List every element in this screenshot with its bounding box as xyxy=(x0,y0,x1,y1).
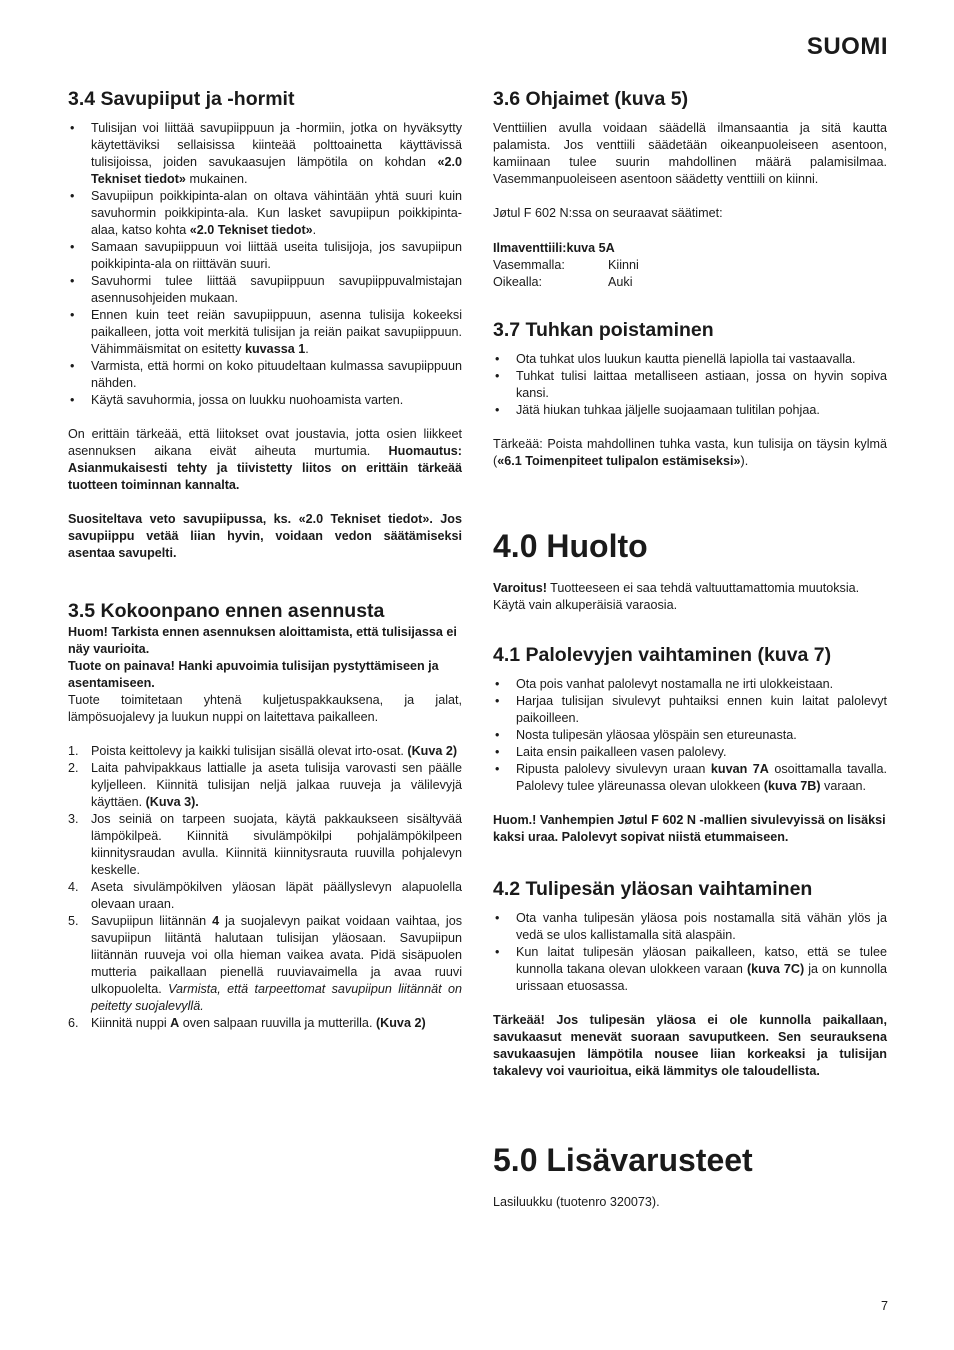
item-bold: 4 xyxy=(212,914,220,928)
control-row xyxy=(493,257,887,274)
item-italic: Varmista, että tarpeettomat savupiipun liitännät on peitetty suojalevyllä. xyxy=(91,982,462,1013)
item-number: 4. xyxy=(68,880,79,894)
warning-text: Huom! Tarkista ennen asennuksen aloittamista, että tulisijassa ei näy vaurioita. xyxy=(68,625,457,656)
item-text: Savuhormi tulee liittää savupiippuun savupiippuvalmistajan asennusohjeiden mukaan. xyxy=(91,274,462,305)
item-text: Laita pahvipakkaus lattialle ja aseta tulisija varovasti sen päälle kyljelleen. Kiinnitä tulisijan neljä jalkaa ruuveja ja välilevyjä käyttäen. xyxy=(91,761,462,809)
important-note: Tärkeää! Jos tulipesän yläosa ei ole kunnolla paikallaan, savukaasut menevät suoraan savuputkeen. Sen seurauksena savukaasujen lämpötila nousee liian korkeaksi ja tulisijan takalevy voi vaurioitua, eikä lämmitys ole taloudellista. xyxy=(493,1013,887,1078)
paragraph-text: Tärkeää: Poista mahdollinen tuhka vasta, kun tulisija on täysin kylmä ( xyxy=(493,437,887,468)
paragraph-text: On erittäin tärkeää, että liitokset ovat joustavia, jotta osien liikkeet asennuksen aikana eivät aiheuta murtumia. xyxy=(68,427,462,458)
list-item xyxy=(68,1015,462,1032)
item-bold: kuvan 7A xyxy=(710,762,769,776)
paragraph: Jøtul F 602 N:ssa on seuraavat säätimet: xyxy=(493,206,723,220)
list-item xyxy=(68,358,462,392)
list-item xyxy=(493,727,887,744)
left-column xyxy=(68,86,462,1032)
paragraph xyxy=(493,436,887,470)
chapter-title: 4.0 Huolto xyxy=(493,528,648,564)
bullet-list xyxy=(68,120,462,409)
list-item xyxy=(493,910,887,944)
paragraph xyxy=(68,426,462,494)
item-text: Poista keittolevy ja kaikki tulisijan sisällä olevat irto-osat. xyxy=(91,744,408,758)
list-item xyxy=(68,273,462,307)
item-bold: (Kuva 2) xyxy=(407,744,458,758)
item-text: Jos seiniä on tarpeen suojata, käytä pakkaukseen sisältyvää lämpökilpeä. Kiinnitä sivulämpökilpi pohjalämpökilpeen kiinnitysraudan avulla. Kiinnitä kiinnitysrauta ruuvilla pohjalevyn keskelle. xyxy=(91,812,462,877)
item-text: Aseta sivulämpökilven yläosan läpät päällyslevyn alapuolella olevaan uraan. xyxy=(91,880,462,911)
control-row xyxy=(493,274,887,291)
control-state: Kiinni xyxy=(608,258,639,272)
paragraph xyxy=(493,580,887,614)
item-number: 6. xyxy=(68,1016,79,1030)
language-label: SUOMI xyxy=(806,33,888,60)
item-bold: A xyxy=(170,1016,180,1030)
numbered-list xyxy=(68,743,462,1032)
bullet-list xyxy=(493,910,887,995)
item-text: mukainen. xyxy=(185,172,248,186)
section-4-1 xyxy=(493,642,887,846)
item-text: Savupiipun poikkipinta-alan on oltava vähintään yhtä suuri kuin savuhormin poikkipinta-ala. Kun lasket savupiipun poikkipinta-alaa, katso kohta xyxy=(91,189,462,237)
list-item xyxy=(68,120,462,188)
section-title: 3.7 Tuhkan poistaminen xyxy=(493,319,714,341)
list-item xyxy=(493,676,887,693)
section-title: 3.5 Kokoonpano ennen asennusta xyxy=(68,600,385,622)
item-text: Harjaa tulisijan sivulevyt puhtaiksi ennen kuin laitat palolevyt paikoilleen. xyxy=(516,694,887,725)
item-bold: (Kuva 2) xyxy=(375,1016,426,1030)
item-text: Tulisijan voi liittää savupiippuun ja -hormiin, jotka on hyväksytty käytettäviksi sellaisissa kiinteää polttoainetta käyttävissä tulisijoissa, joiden savukaasujen lämpötila on kohdan xyxy=(91,121,462,169)
list-item xyxy=(68,743,462,760)
item-number: 2. xyxy=(68,761,79,775)
item-text: Ripusta palolevy sivulevyn uraan xyxy=(516,762,711,776)
bullet-list xyxy=(493,676,887,795)
warning-text: Tuote on painava! Hanki apuvoimia tulisijan pystyttämiseen ja asentamiseen. xyxy=(68,659,439,690)
list-item xyxy=(68,188,462,239)
item-text: varaan. xyxy=(820,779,867,793)
list-item: • Ota tuhkat ulos luukun kautta pienellä lapiolla tai vastaavalla. xyxy=(493,351,887,368)
item-text: ja on kunnolla urissaan etuosassa. xyxy=(516,962,887,993)
item-text: Ota pois vanhat palolevyt nostamalla ne irti ulokkeistaan. xyxy=(516,677,834,691)
paragraph-text: Tuotteeseen ei saa tehdä valtuuttamattomia muutoksia. Käytä vain alkuperäisiä varaosia. xyxy=(493,581,860,612)
list-item xyxy=(493,944,887,995)
section-title: 3.4 Savupiiput ja -hormit xyxy=(68,88,295,110)
item-text: Kiinnitä nuppi xyxy=(91,1016,171,1030)
item-bold: (kuva 7B) xyxy=(763,779,821,793)
item-bold: «2.0 Tekniset tiedot» xyxy=(91,155,462,186)
paragraph-text: ). xyxy=(740,454,749,468)
section-5-0 xyxy=(493,1140,887,1211)
item-bold: (kuva 7C) xyxy=(746,962,805,976)
list-item xyxy=(68,307,462,358)
item-text: Laita ensin paikalleen vasen palolevy. xyxy=(516,745,727,759)
control-position: Vasemmalla: xyxy=(493,258,565,272)
note-text: Huom.! Vanhempien Jøtul F 602 N -mallien sivulevyissä on lisäksi kaksi uraa. Palolevyt sopivat niistä etummaiseen. xyxy=(493,813,886,844)
list-item xyxy=(68,760,462,811)
section-title: 4.1 Palolevyjen vaihtaminen (kuva 7) xyxy=(493,644,832,666)
list-item: • Jätä hiukan tuhkaa jäljelle suojaamaan tulitilan pohjaa. xyxy=(493,402,887,419)
item-text: Kun laitat tulipesän yläosan paikalleen, katso, että se tulee kunnolla takana olevan ulokkeen varaan xyxy=(516,945,887,976)
control-position: Oikealla: xyxy=(493,275,542,289)
item-text: Käytä savuhormia, jossa on luukku nuohoamista varten. xyxy=(91,393,404,407)
list-item xyxy=(68,879,462,913)
paragraph-bold: Huomautus: Asianmukaisesti tehty ja tiivistetty liitos on erittäin tärkeää tuotteen toiminnan kannalta. xyxy=(68,444,462,492)
item-text: Samaan savupiippuun voi liittää useita tulisijoja, jos savupiipun poikkipinta-ala on riittävän suuri. xyxy=(91,240,462,271)
section-3-4 xyxy=(68,86,462,562)
right-column xyxy=(493,86,887,1211)
list-item xyxy=(68,913,462,1015)
list-item xyxy=(68,239,462,273)
item-number: 3. xyxy=(68,812,79,826)
list-item xyxy=(68,811,462,879)
list-item xyxy=(493,693,887,727)
item-number: 1. xyxy=(68,744,79,758)
section-title: 4.2 Tulipesän yläosan vaihtaminen xyxy=(493,878,813,900)
item-bold: kuvassa 1 xyxy=(244,342,306,356)
item-text: Savupiipun liitännän xyxy=(91,914,213,928)
section-3-6 xyxy=(493,86,887,291)
section-4-2 xyxy=(493,876,887,1080)
paragraph: Lasiluukku (tuotenro 320073). xyxy=(493,1195,660,1209)
item-number: 5. xyxy=(68,914,79,928)
item-text: . xyxy=(305,342,309,356)
page-number: 7 xyxy=(880,1299,888,1313)
item-text: ja suojalevyn paikat voidaan vaihtaa, jos savupiipun liitäntä halutaan tulisijan yläosaan. Savupiipun liitännän ruuveja voi olla hieman vaikea avata. Pidä sisäpuolen mutteria paikallaan pienellä ruuviavaimella ja avaa ruuvi ulkopuolelta. xyxy=(91,914,462,996)
item-text: osoittamalla tavalla. Palolevy tulee yläreunassa olevan ulokkeen xyxy=(516,762,887,793)
paragraph: Tuote toimitetaan yhtenä kuljetuspakkauksena, ja jalat, lämpösuojalevy ja luukun nuppi on laitettava paikalleen. xyxy=(68,693,462,724)
section-3-5 xyxy=(68,598,462,1032)
list-item xyxy=(493,744,887,761)
item-text: Nosta tulipesän yläosaa ylöspäin sen etureunasta. xyxy=(516,728,797,742)
control-state: Auki xyxy=(608,275,633,289)
paragraph: Venttiilien avulla voidaan säädellä ilmansaantia ja sitä kautta palamista. Jos venttiili säädetään oikeanpuoleiseen asentoon, kamiinaan tulee suurin mahdollinen määrä palamisilmaa. Vasemmanpuoleiseen asentoon säädetty venttiili on kiinni. xyxy=(493,121,887,186)
item-bold: (Kuva 3). xyxy=(145,795,199,809)
paragraph-bold: Suositeltava veto savupiipussa, ks. «2.0 Tekniset tiedot». Jos savupiippu vetää liian hyvin, voidaan vedon säätämiseksi asentaa savupelti. xyxy=(68,512,462,560)
item-bold: «2.0 Tekniset tiedot» xyxy=(189,223,313,237)
list-item xyxy=(68,392,462,409)
item-text: Ennen kuin teet reiän savupiippuun, asenna tulisija kokeeksi paikalleen, jotta voit merkitä tulisijan ja reiän paikat savupiippuun. Vähimmäismitat on esitetty xyxy=(91,308,462,356)
bullet-list xyxy=(493,351,887,419)
paragraph-bold: «6.1 Toimenpiteet tulipalon estämiseksi» xyxy=(497,454,741,468)
warning-label: Varoitus! xyxy=(493,581,547,595)
list-item: • Tuhkat tulisi laittaa metalliseen astiaan, jossa on hyvin sopiva kansi. xyxy=(493,368,887,402)
item-text: oven salpaan ruuvilla ja mutterilla. xyxy=(179,1016,376,1030)
section-3-7 xyxy=(493,317,887,470)
chapter-title: 5.0 Lisävarusteet xyxy=(493,1142,753,1178)
section-4-0 xyxy=(493,526,887,614)
item-text: . xyxy=(312,223,317,237)
item-text: Varmista, että hormi on koko pituudeltaan kulmassa savupiippuun nähden. xyxy=(91,359,462,390)
section-title: 3.6 Ohjaimet (kuva 5) xyxy=(493,88,689,110)
controls-title: Ilmaventtiili:kuva 5A xyxy=(493,241,615,255)
list-item xyxy=(493,761,887,795)
item-text: Ota vanha tulipesän yläosa pois nostamalla sitä vähän ylös ja vedä se ulos kallistamalla sitä alaspäin. xyxy=(516,911,887,942)
